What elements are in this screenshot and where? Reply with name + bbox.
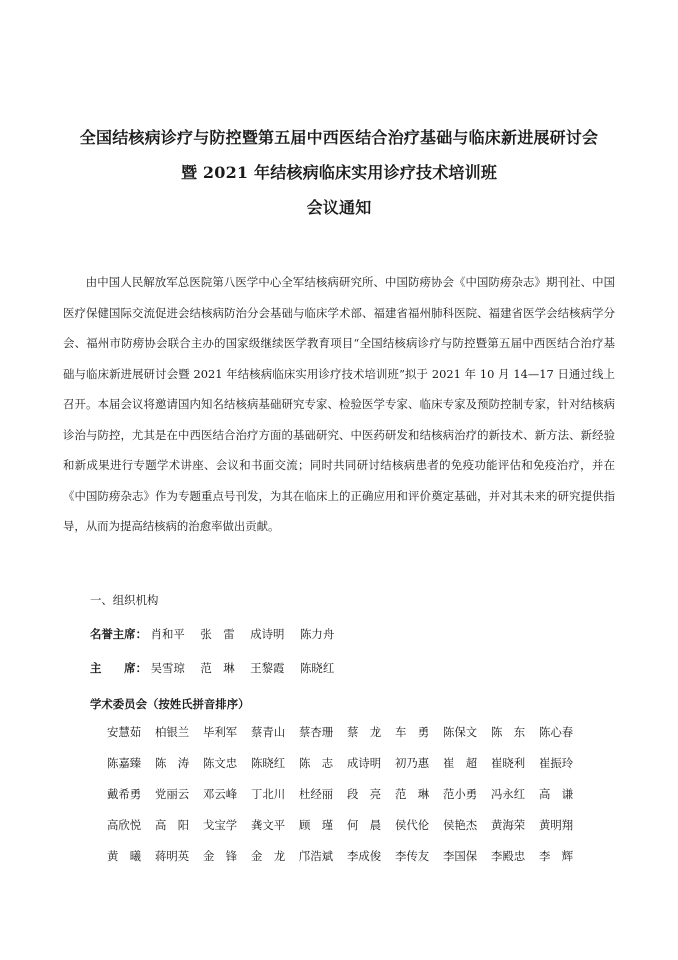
committee-member-name: 高欣悦 bbox=[107, 818, 142, 832]
committee-member-name: 黄海荣 bbox=[491, 818, 526, 832]
committee-member-name: 龚文平 bbox=[251, 818, 286, 832]
committee-member-name: 崔 超 bbox=[443, 756, 478, 770]
committee-row bbox=[107, 753, 587, 784]
committee-member-name: 蒋明英 bbox=[155, 849, 190, 863]
section-heading-organization: 一、组织机构 bbox=[90, 593, 159, 607]
committee-member-name: 黄明翔 bbox=[539, 818, 574, 832]
honorary-chair-name: 成诗明 bbox=[250, 627, 285, 641]
committee-member-name: 毕利军 bbox=[203, 725, 238, 739]
committee-heading: 学术委员会（按姓氏拼音排序） bbox=[90, 697, 250, 711]
committee-row bbox=[107, 784, 587, 815]
committee-member-name: 邓云峰 bbox=[203, 787, 238, 801]
committee-member-name: 李成俊 bbox=[347, 849, 382, 863]
committee-members-grid bbox=[107, 722, 587, 877]
committee-member-name: 李殿忠 bbox=[491, 849, 526, 863]
committee-row bbox=[107, 722, 587, 753]
intro-paragraph: 由中国人民解放军总医院第八医学中心全军结核病研究所、中国防痨协会《中国防痨杂志》期刊社、中国医疗保健国际交流促进会结核病防治分会基础与临床学术部、福建省福州肺科医院、福建省医学会结核病学分会、福州市防痨协会联合主办的国家级继续医学教育项目“全国结核病诊疗与防控暨第五届中西医结合治疗基础与临床新进展研讨会暨 2021 年结核病临床实用诊疗技术培训班”拟于 2021 年 10 月 14—17 日通过线上召开。本届会议将邀请国内知名结核病基础研究专家、检验医学专家、临床专家及预防控制专家，针对结核病诊治与防控，尤其是在中西医结合治疗方面的基础研究、中医药研发和结核病治疗的新技术、新方法、新经验和新成果进行专题学术讲座、会议和书面交流；同时共同研讨结核病患者的免疫功能评估和免疫治疗，并在《中国防痨杂志》作为专题重点号刊发，为其在临床上的正确应用和评价奠定基础，并对其未来的研究提供指导，从而为提高结核病的治愈率做出贡献。 bbox=[63, 275, 615, 533]
committee-member-name: 黄 曦 bbox=[107, 849, 142, 863]
committee-member-name: 高 阳 bbox=[155, 818, 190, 832]
committee-member-name: 范小勇 bbox=[443, 787, 478, 801]
chair-name: 王黎霞 bbox=[250, 661, 285, 675]
committee-member-name: 陈 东 bbox=[491, 725, 526, 739]
committee-member-name: 侯艳杰 bbox=[443, 818, 478, 832]
committee-member-name: 陈保文 bbox=[443, 725, 478, 739]
committee-member-name: 崔振玲 bbox=[539, 756, 574, 770]
chair-name: 吴雪琼 bbox=[150, 661, 185, 675]
honorary-chair-name: 张 雷 bbox=[200, 627, 235, 641]
honorary-chair-name: 肖和平 bbox=[150, 627, 185, 641]
committee-member-name: 侯代伦 bbox=[395, 818, 430, 832]
committee-member-name: 金 锋 bbox=[203, 849, 238, 863]
committee-member-name: 党丽云 bbox=[155, 787, 190, 801]
committee-member-name: 陈 涛 bbox=[155, 756, 190, 770]
chairs-label: 主 席： bbox=[90, 661, 147, 675]
honorary-chair-name: 陈力舟 bbox=[300, 627, 335, 641]
committee-member-name: 崔晓利 bbox=[491, 756, 526, 770]
committee-member-name: 段 亮 bbox=[347, 787, 382, 801]
committee-member-name: 陈心春 bbox=[539, 725, 574, 739]
committee-member-name: 陈文忠 bbox=[203, 756, 238, 770]
committee-member-name: 成诗明 bbox=[347, 756, 382, 770]
honorary-chairs-line bbox=[90, 626, 346, 642]
committee-member-name: 杜经丽 bbox=[299, 787, 334, 801]
document-title-notice: 会议通知 bbox=[306, 198, 372, 217]
committee-member-name: 蔡 龙 bbox=[347, 725, 382, 739]
committee-member-name: 戴希勇 bbox=[107, 787, 142, 801]
committee-row bbox=[107, 846, 587, 877]
committee-member-name: 何 晨 bbox=[347, 818, 382, 832]
committee-member-name: 陈 志 bbox=[299, 756, 334, 770]
committee-member-name: 陈晓红 bbox=[251, 756, 286, 770]
committee-member-name: 陈嘉臻 bbox=[107, 756, 142, 770]
committee-member-name: 柏银兰 bbox=[155, 725, 190, 739]
committee-member-name: 邝浩斌 bbox=[299, 849, 334, 863]
committee-row bbox=[107, 815, 587, 846]
committee-member-name: 车 勇 bbox=[395, 725, 430, 739]
chair-name: 陈晓红 bbox=[300, 661, 335, 675]
committee-member-name: 李 辉 bbox=[539, 849, 574, 863]
committee-member-name: 金 龙 bbox=[251, 849, 286, 863]
honorary-chairs-names bbox=[147, 627, 346, 641]
committee-member-name: 李国保 bbox=[443, 849, 478, 863]
chairs-names bbox=[147, 661, 346, 675]
committee-member-name: 李传友 bbox=[395, 849, 430, 863]
committee-member-name: 顾 瑾 bbox=[299, 818, 334, 832]
committee-member-name: 丁北川 bbox=[251, 787, 286, 801]
committee-member-name: 高 谦 bbox=[539, 787, 574, 801]
chair-name: 范 琳 bbox=[200, 661, 235, 675]
document-title-line-2: 暨 2021 年结核病临床实用诊疗技术培训班 bbox=[180, 163, 498, 182]
committee-member-name: 安慧茹 bbox=[107, 725, 142, 739]
committee-member-name: 蔡杏珊 bbox=[299, 725, 334, 739]
committee-member-name: 初乃惠 bbox=[395, 756, 430, 770]
document-title-line-1: 全国结核病诊疗与防控暨第五届中西医结合治疗基础与临床新进展研讨会 bbox=[79, 128, 599, 147]
committee-member-name: 戈宝学 bbox=[203, 818, 238, 832]
committee-member-name: 范 琳 bbox=[395, 787, 430, 801]
committee-member-name: 蔡青山 bbox=[251, 725, 286, 739]
committee-member-name: 冯永红 bbox=[491, 787, 526, 801]
chairs-line bbox=[90, 660, 346, 676]
honorary-chairs-label: 名誉主席： bbox=[90, 627, 147, 641]
